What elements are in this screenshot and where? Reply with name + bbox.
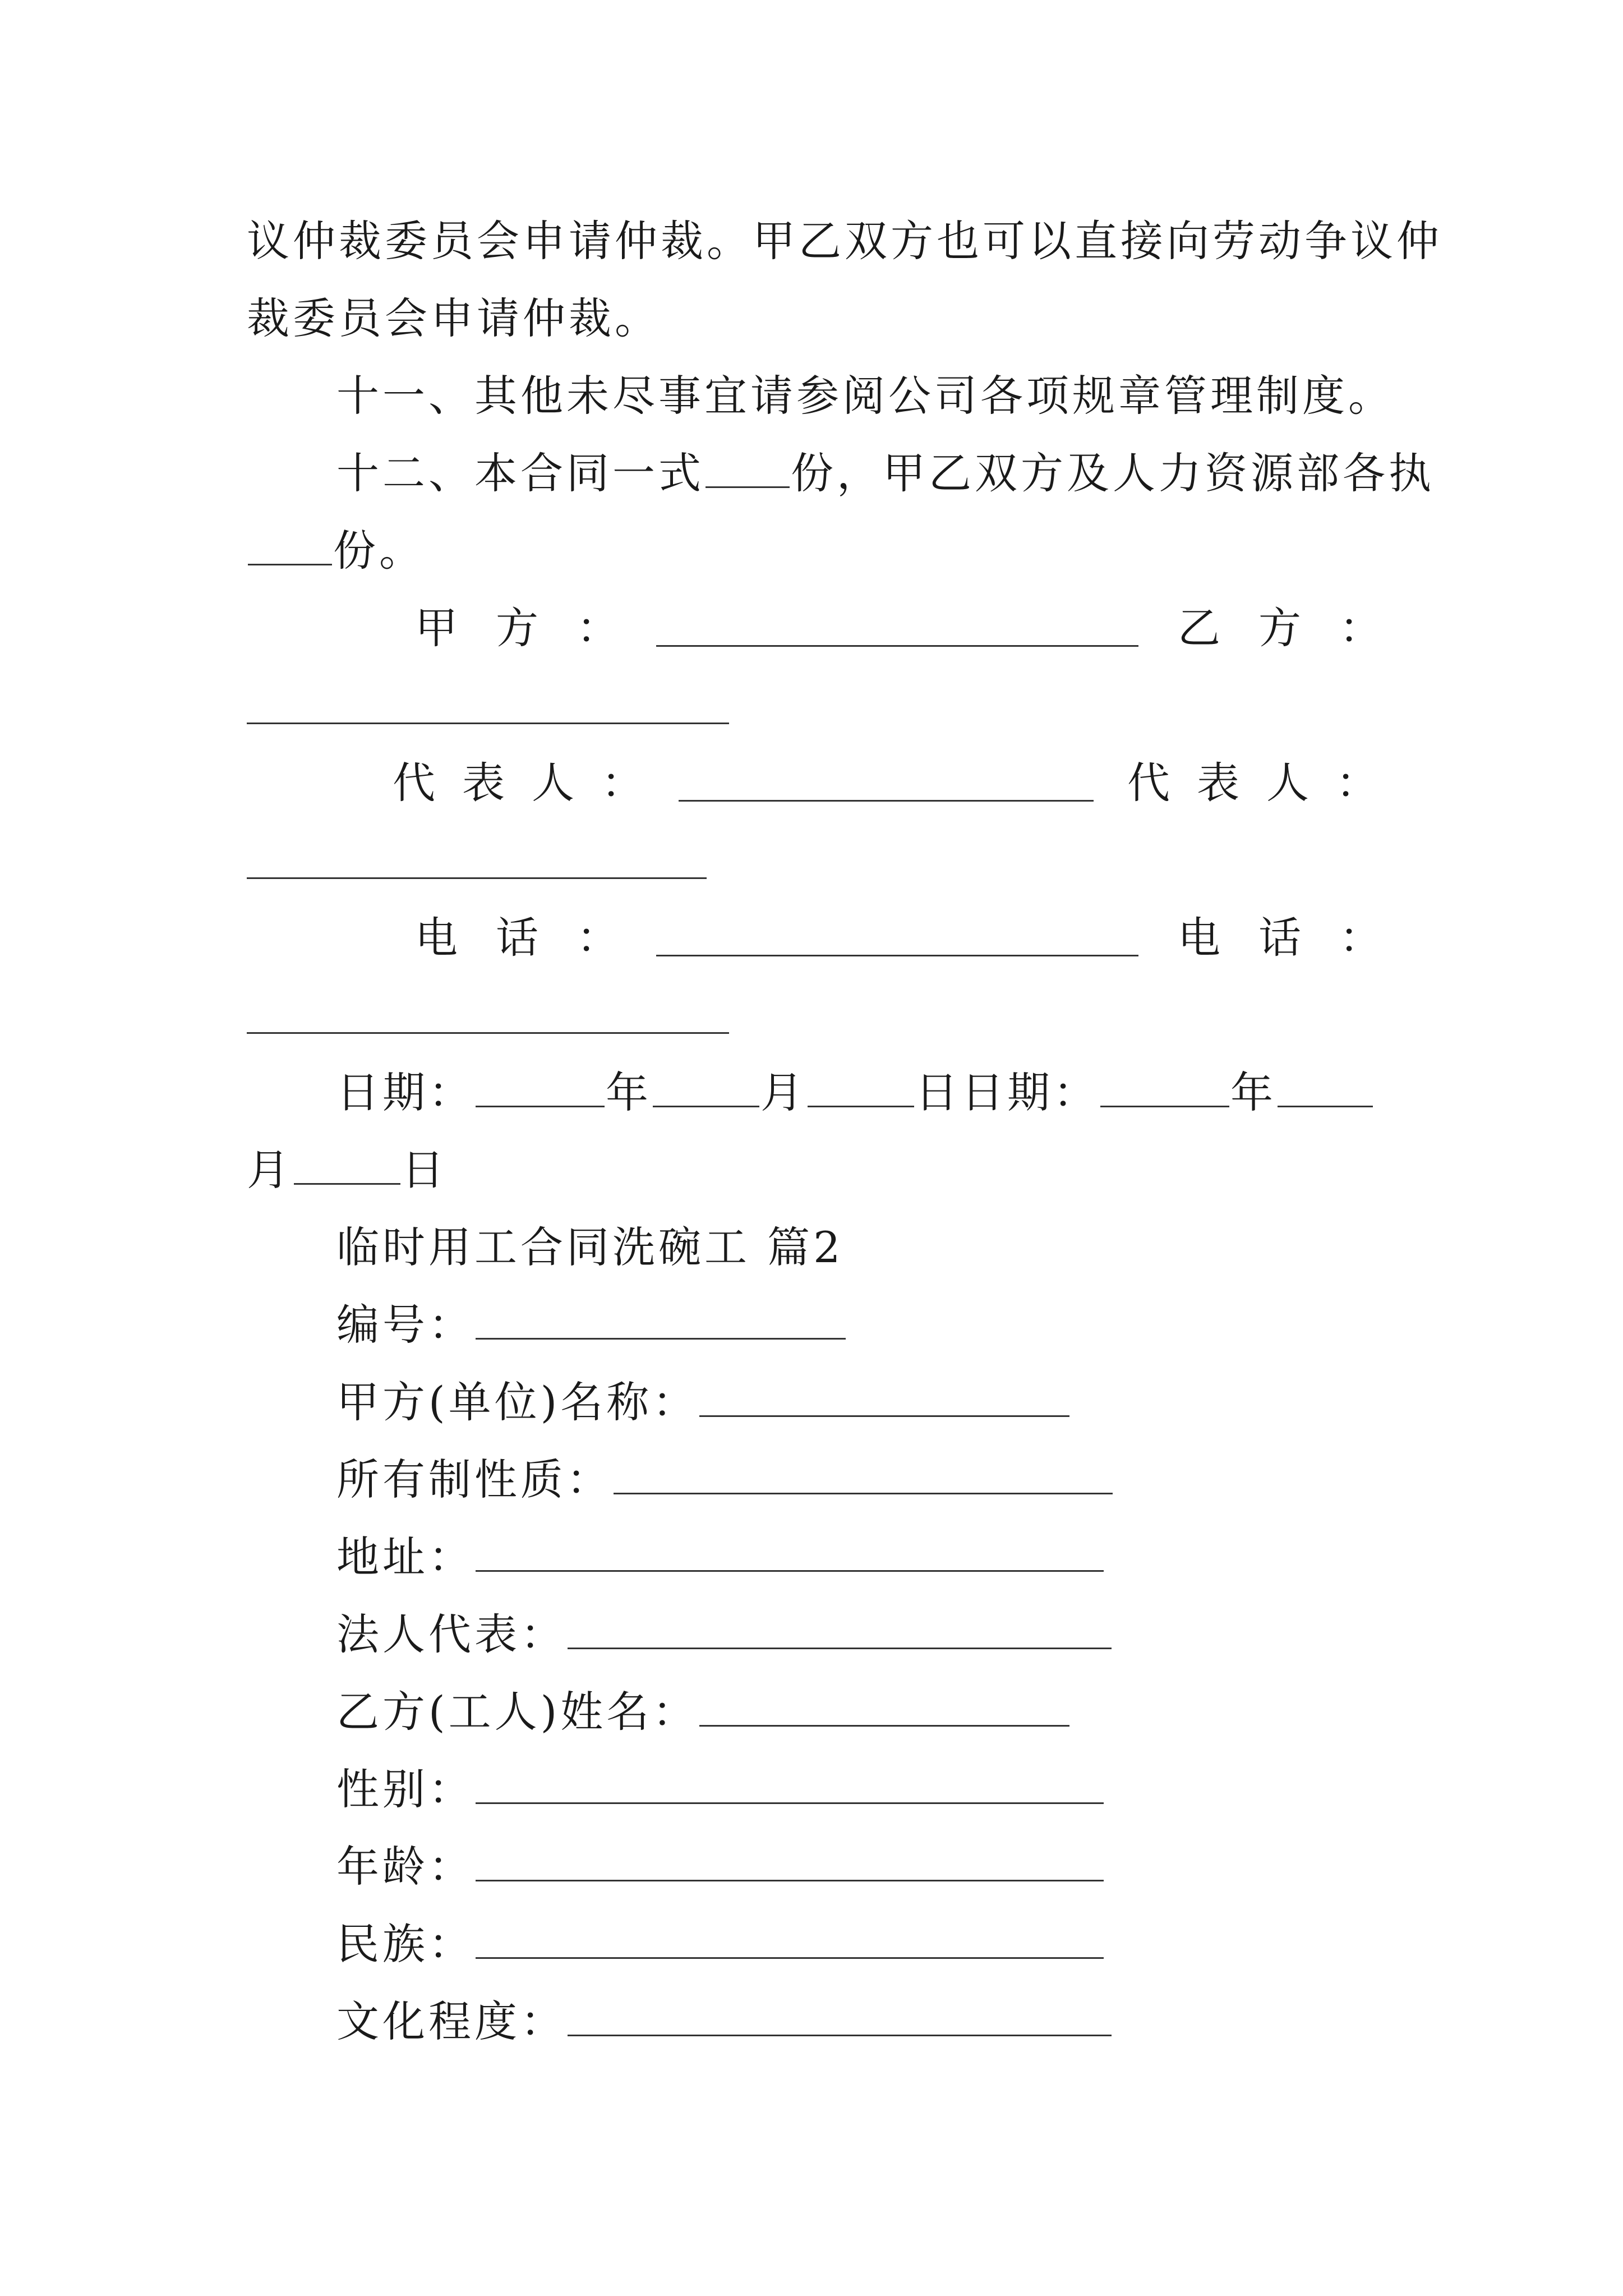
field-address-label: 地址： <box>336 1532 474 1582</box>
field-education <box>336 1994 1113 2050</box>
section-heading: 临时用工合同洗碗工 篇2 <box>336 1222 844 1272</box>
date-b-year-blank <box>1100 1065 1229 1107</box>
field-address <box>336 1529 1105 1585</box>
field-address-blank <box>476 1530 1104 1572</box>
date-a-day-blank <box>808 1065 914 1107</box>
paragraph-line: 议仲裁委员会申请仲裁。甲乙双方也可以直接向劳动争议仲 <box>247 216 1442 266</box>
field-legal-rep-label: 法人代表： <box>336 1609 566 1659</box>
field-party-b-name <box>336 1684 1071 1740</box>
party-b-line <box>247 723 729 724</box>
field-education-label: 文化程度： <box>336 1996 566 2046</box>
field-legal-rep <box>336 1607 1113 1663</box>
tel-b-line <box>247 1032 729 1034</box>
field-age <box>336 1839 1105 1895</box>
field-number <box>336 1297 847 1353</box>
field-gender <box>336 1761 1105 1818</box>
field-age-blank <box>476 1839 1104 1881</box>
clause-twelve-text-b: 份，甲乙双方及人力资源部各执 <box>791 448 1435 498</box>
field-party-a-name-label: 甲方(单位)名称： <box>336 1377 699 1427</box>
field-party-b-name-blank <box>699 1685 1069 1727</box>
date-b-month-blank <box>1278 1065 1373 1107</box>
rep-b-line <box>247 877 707 879</box>
date-b-day-blank <box>294 1143 400 1185</box>
tel-a-label: 电话： <box>415 913 657 963</box>
party-a-label: 甲方： <box>415 603 657 653</box>
party-b-label: 乙方： <box>1178 603 1420 653</box>
field-ownership-label: 所有制性质： <box>336 1455 612 1504</box>
clause-eleven: 十一、其他未尽事宜请参阅公司各项规章管理制度。 <box>336 371 1394 421</box>
paragraph-line: 裁委员会申请仲裁。 <box>247 293 661 343</box>
rep-b-label: 代表人： <box>1127 758 1405 808</box>
field-ownership <box>336 1452 1114 1508</box>
clause-twelve <box>336 445 1435 501</box>
date-row <box>336 1065 1374 1121</box>
date-a-label: 日期： <box>336 1068 474 1117</box>
day-text: 日 <box>915 1068 961 1117</box>
rep-a-label: 代表人： <box>393 758 671 808</box>
field-education-blank <box>568 1994 1112 2036</box>
clause-twelve-text-a: 十二、本合同一式 <box>336 448 704 498</box>
date-a-year-blank <box>476 1065 605 1107</box>
tel-b-label: 电话： <box>1178 913 1420 963</box>
year-text: 年 <box>1230 1068 1276 1117</box>
day-text: 日 <box>402 1145 448 1195</box>
field-party-a-name <box>336 1374 1071 1430</box>
rep-a-line <box>679 800 1094 802</box>
field-ethnicity <box>336 1916 1105 1972</box>
field-gender-blank <box>476 1762 1104 1804</box>
field-number-blank <box>476 1297 846 1340</box>
field-number-label: 编号： <box>336 1300 474 1350</box>
copies-each-blank <box>248 523 332 565</box>
year-text: 年 <box>606 1068 652 1117</box>
field-gender-label: 性别： <box>336 1764 474 1814</box>
tel-a-line <box>656 955 1138 956</box>
copies-blank <box>706 446 790 488</box>
date-row-cont <box>247 1142 448 1198</box>
clause-twelve-text-c: 份。 <box>333 526 425 576</box>
month-text: 月 <box>247 1145 293 1195</box>
date-a-month-blank <box>653 1065 759 1107</box>
field-party-a-name-blank <box>699 1375 1069 1417</box>
month-text: 月 <box>760 1068 806 1117</box>
field-ethnicity-label: 民族： <box>336 1919 474 1969</box>
clause-twelve-cont <box>247 523 425 579</box>
party-a-line <box>656 645 1138 647</box>
field-age-label: 年龄： <box>336 1842 474 1892</box>
field-legal-rep-blank <box>568 1607 1112 1649</box>
date-b-label: 日期： <box>961 1068 1099 1117</box>
field-ethnicity-blank <box>476 1917 1104 1959</box>
field-ownership-blank <box>614 1452 1113 1494</box>
field-party-b-name-label: 乙方(工人)姓名： <box>336 1687 699 1737</box>
